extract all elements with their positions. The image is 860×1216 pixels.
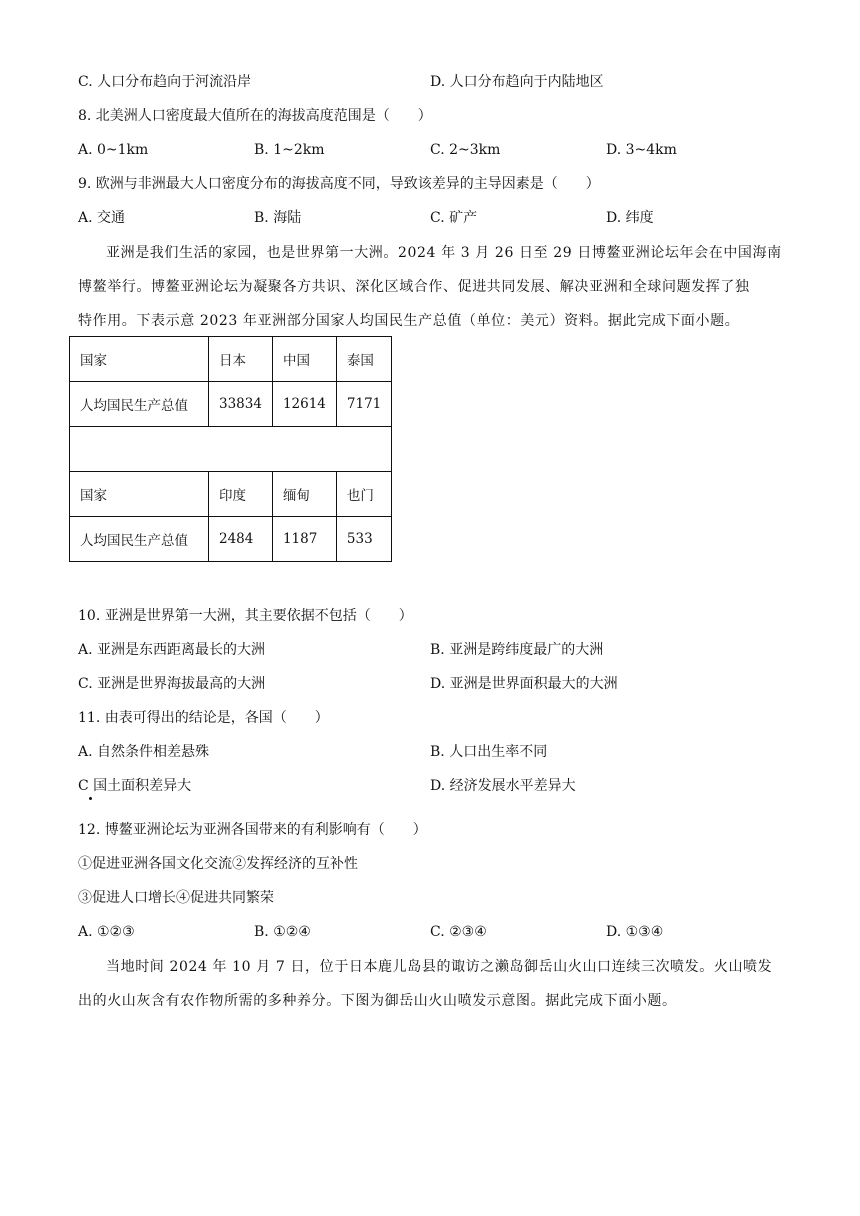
q12-option-d: D. ①③④ [606, 924, 664, 940]
table-cell-value: 533 [336, 517, 391, 562]
table-row [70, 472, 392, 517]
q9-option-c: C. 矿产 [430, 210, 478, 226]
q12-option-c: C. ②③④ [430, 924, 487, 940]
q7-option-d: D. 人口分布趋向于内陆地区 [430, 74, 604, 90]
passage-volcano [78, 950, 790, 1018]
q10-option-b: B. 亚洲是跨纬度最广的大洲 [430, 642, 604, 658]
table-cell-country: 缅甸 [272, 472, 336, 517]
q8-option-b: B. 1~2km [254, 142, 325, 158]
q8-option-d: D. 3~4km [606, 142, 677, 158]
table-row-label-gnp: 人均国民生产总值 [70, 517, 209, 562]
table-row-blank [70, 427, 392, 472]
passage-volcano-line-1: 当地时间 2024 年 10 月 7 日，位于日本鹿儿岛县的诹访之濑岛御岳山火山口连续三次喷发。火山喷发 [106, 959, 773, 975]
table-cell-value: 7171 [336, 382, 391, 427]
stray-dot-mark [89, 797, 92, 800]
table-row [70, 517, 392, 562]
table-blank-cell [70, 427, 392, 472]
q10-stem: 10. 亚洲是世界第一大洲，其主要依据不包括（ ） [78, 608, 413, 624]
q7-option-c: C. 人口分布趋向于河流沿岸 [78, 74, 252, 90]
q11-option-b: B. 人口出生率不同 [430, 744, 548, 760]
table-cell-value: 1187 [272, 517, 336, 562]
gnp-table [69, 336, 392, 562]
q8-option-a: A. 0~1km [78, 142, 149, 158]
table-row [70, 337, 392, 382]
q8-option-c: C. 2~3km [430, 142, 501, 158]
q12-option-a: A. ①②③ [78, 924, 135, 940]
q8-stem: 8. 北美洲人口密度最大值所在的海拔高度范围是（ ） [78, 108, 432, 124]
q10-option-c: C. 亚洲是世界海拔最高的大洲 [78, 676, 266, 692]
q9-option-d: D. 纬度 [606, 210, 654, 226]
passage-asia [78, 236, 790, 338]
passage-asia-line-1: 亚洲是我们生活的家园，也是世界第一大洲。2024 年 3 月 26 日至 29 日博鳌亚洲论坛年会在中国海南 [106, 245, 782, 261]
q12-stem: 12. 博鳌亚洲论坛为亚洲各国带来的有利影响有（ ） [78, 822, 427, 838]
table-cell-value: 2484 [209, 517, 273, 562]
q11-option-d: D. 经济发展水平差异大 [430, 778, 576, 794]
q12-items-line-1: ①促进亚洲各国文化交流②发挥经济的互补性 [78, 856, 358, 872]
q11-stem: 11. 由表可得出的结论是，各国（ ） [78, 710, 329, 726]
q9-option-a: A. 交通 [78, 210, 126, 226]
table-row [70, 382, 392, 427]
table-header-country: 国家 [70, 472, 209, 517]
passage-asia-line-2: 博鳌举行。博鳌亚洲论坛为凝聚各方共识、深化区域合作、促进共同发展、解决亚洲和全球问题发挥了独 [78, 279, 750, 295]
table-cell-country: 印度 [209, 472, 273, 517]
table-cell-country: 日本 [209, 337, 273, 382]
table-cell-country: 中国 [272, 337, 336, 382]
table-cell-country: 也门 [336, 472, 391, 517]
q12-items-line-2: ③促进人口增长④促进共同繁荣 [78, 890, 274, 906]
q11-option-c: C 国土面积差异大 [78, 778, 192, 794]
table-cell-country: 泰国 [336, 337, 391, 382]
table-cell-value: 12614 [272, 382, 336, 427]
passage-volcano-line-2: 出的火山灰含有农作物所需的多种养分。下图为御岳山火山喷发示意图。据此完成下面小题。 [78, 993, 677, 1009]
q11-option-a: A. 自然条件相差悬殊 [78, 744, 210, 760]
q10-option-d: D. 亚洲是世界面积最大的大洲 [430, 676, 618, 692]
q10-option-a: A. 亚洲是东西距离最长的大洲 [78, 642, 266, 658]
passage-asia-line-3: 特作用。下表示意 2023 年亚洲部分国家人均国民生产总值（单位：美元）资料。据此完成下面小题。 [78, 313, 740, 329]
table-row-label-gnp: 人均国民生产总值 [70, 382, 209, 427]
table-header-country: 国家 [70, 337, 209, 382]
table-cell-value: 33834 [209, 382, 273, 427]
q12-option-b: B. ①②④ [254, 924, 311, 940]
q9-stem: 9. 欧洲与非洲最大人口密度分布的海拔高度不同，导致该差异的主导因素是（ ） [78, 176, 600, 192]
q9-option-b: B. 海陆 [254, 210, 302, 226]
